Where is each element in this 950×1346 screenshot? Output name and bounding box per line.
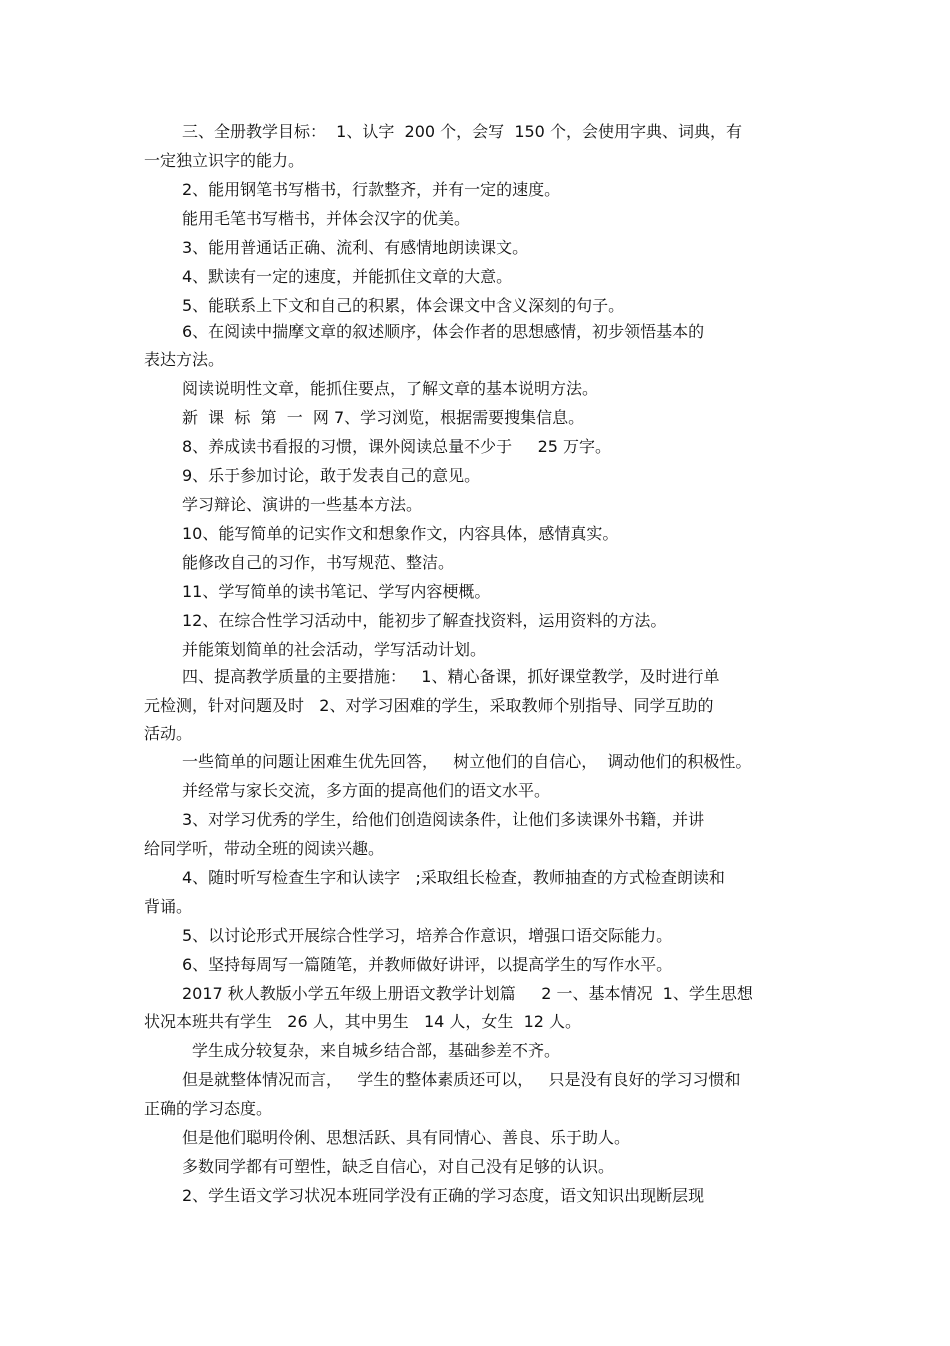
paragraph-line: 6、在阅读中揣摩文章的叙述顺序，体会作者的思想感情，初步领悟基本的 [182,322,705,341]
paragraph-line: 表达方法。 [144,350,225,369]
paragraph-line: 4、随时听写检查生字和认读字 ;采取组长检查，教师抽查的方式检查朗读和 [182,868,725,887]
paragraph-line: 5、以讨论形式开展综合性学习，培养合作意识，增强口语交际能力。 [182,926,673,945]
paragraph-line: 但是就整体情况而言， 学生的整体素质还可以， 只是没有良好的学习习惯和 [182,1070,741,1089]
paragraph-line: 5、能联系上下文和自己的积累，体会课文中含义深刻的句子。 [182,296,625,315]
paragraph-line: 活动。 [144,724,193,743]
paragraph-line: 一些简单的问题让困难生优先回答， 树立他们的自信心， 调动他们的积极性。 [182,752,752,771]
paragraph-line: 阅读说明性文章，能抓住要点，了解文章的基本说明方法。 [182,379,599,398]
paragraph-line: 9、乐于参加讨论，敢于发表自己的意见。 [182,466,481,485]
paragraph-line: 能用毛笔书写楷书，并体会汉字的优美。 [182,209,471,228]
paragraph-line: 12、在综合性学习活动中，能初步了解查找资料，运用资料的方法。 [182,611,667,630]
paragraph-line: 并能策划简单的社会活动，学写活动计划。 [182,640,487,659]
paragraph-line: 多数同学都有可塑性，缺乏自信心，对自己没有足够的认识。 [182,1157,615,1176]
paragraph-line: 但是他们聪明伶俐、思想活跃、具有同情心、善良、乐于助人。 [182,1128,631,1147]
paragraph-line: 10、能写简单的记实作文和想象作文，内容具体，感情真实。 [182,524,619,543]
paragraph-line: 元检测，针对问题及时 2、对学习困难的学生，采取教师个别指导、同学互助的 [144,696,714,715]
paragraph-line: 状况本班共有学生 26 人，其中男生 14 人，女生 12 人。 [144,1012,582,1031]
paragraph-line: 2017 秋人教版小学五年级上册语文教学计划篇 2 一、基本情况 1、学生思想 [182,984,753,1003]
paragraph-line: 学生成分较复杂，来自城乡结合部，基础参差不齐。 [192,1041,561,1060]
paragraph-line: 新 课 标 第 一 网 7、学习浏览，根据需要搜集信息。 [182,408,585,427]
paragraph-line: 6、坚持每周写一篇随笔，并教师做好讲评，以提高学生的写作水平。 [182,955,673,974]
paragraph-line: 学习辩论、演讲的一些基本方法。 [182,495,423,514]
paragraph-line: 3、能用普通话正确、流利、有感情地朗读课文。 [182,238,529,257]
paragraph-line: 11、学写简单的读书笔记、学写内容梗概。 [182,582,491,601]
paragraph-line: 8、养成读书看报的习惯，课外阅读总量不少于 25 万字。 [182,437,612,456]
paragraph-line: 并经常与家长交流，多方面的提高他们的语文水平。 [182,781,551,800]
paragraph-line: 4、默读有一定的速度，并能抓住文章的大意。 [182,267,513,286]
paragraph-line: 能修改自己的习作，书写规范、整洁。 [182,553,455,572]
paragraph-line: 三、全册教学目标： 1、认字 200 个，会写 150 个，会使用字典、词典，有 [182,122,742,141]
paragraph-line: 给同学听，带动全班的阅读兴趣。 [144,839,385,858]
paragraph-line: 四、提高教学质量的主要措施： 1、精心备课，抓好课堂教学，及时进行单 [182,667,720,686]
paragraph-line: 一定独立识字的能力。 [144,151,305,170]
paragraph-line: 2、能用钢笔书写楷书，行款整齐，并有一定的速度。 [182,180,561,199]
paragraph-line: 背诵。 [144,897,193,916]
paragraph-line: 正确的学习态度。 [144,1099,273,1118]
paragraph-line: 3、对学习优秀的学生，给他们创造阅读条件，让他们多读课外书籍，并讲 [182,810,705,829]
paragraph-line: 2、学生语文学习状况本班同学没有正确的学习态度，语文知识出现断层现 [182,1186,705,1205]
